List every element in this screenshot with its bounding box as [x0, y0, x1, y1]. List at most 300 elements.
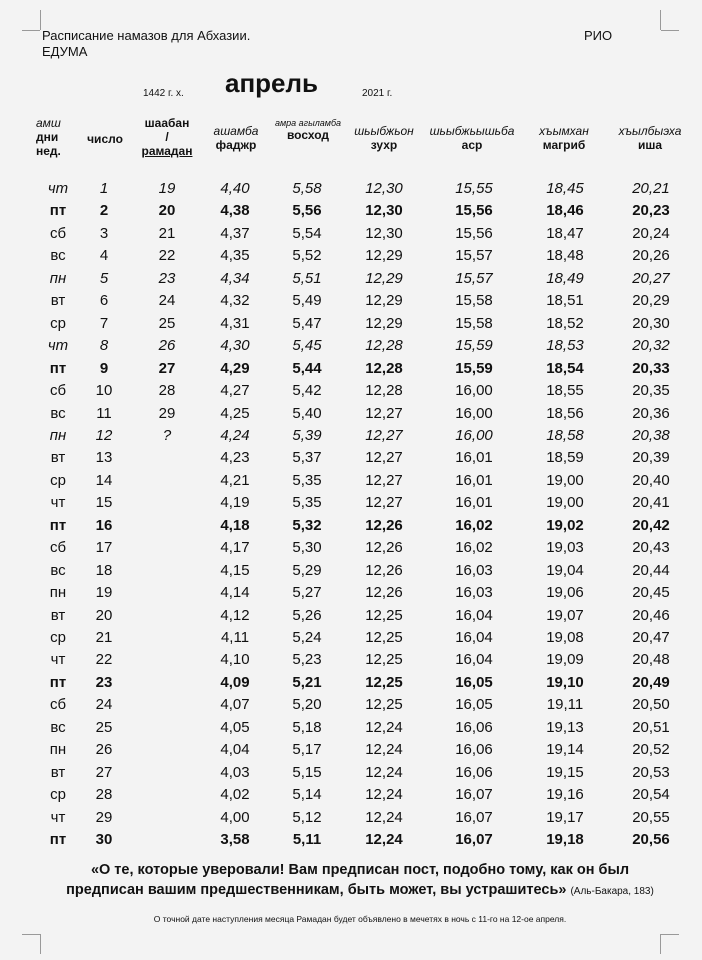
crop-mark [660, 10, 661, 30]
cell-date: 11 [96, 404, 112, 422]
table-row [0, 403, 702, 425]
month-title: апрель [225, 68, 319, 98]
cell-sunrise: 5,20 [292, 696, 322, 714]
cell-maghrib: 18,49 [546, 269, 584, 287]
cell-shaaban-day: 27 [158, 359, 176, 377]
cell-sunrise: 5,24 [292, 629, 322, 646]
cell-zuhr: 12,27 [365, 471, 403, 489]
cell-fajr: 4,00 [220, 808, 250, 826]
col-header-zuhr-native: шьыбжьон [354, 124, 414, 138]
cell-zuhr: 12,26 [365, 584, 403, 602]
cell-date: 6 [99, 292, 109, 310]
cell-sunrise: 5,45 [292, 337, 322, 355]
cell-sunrise: 5,35 [292, 471, 322, 489]
cell-isha: 20,48 [632, 651, 670, 669]
cell-fajr: 4,32 [220, 292, 250, 310]
cell-zuhr: 12,28 [365, 337, 403, 355]
cell-asr: 16,01 [455, 471, 493, 489]
cell-shaaban-day: 20 [158, 202, 176, 220]
cell-zuhr: 12,25 [365, 673, 403, 691]
gregorian-year: 2021 г. [362, 88, 393, 99]
col-header-asr [424, 124, 520, 152]
cell-isha: 20,55 [632, 808, 670, 826]
cell-date: 9 [99, 359, 109, 377]
cell-isha: 20,32 [632, 337, 670, 355]
cell-fajr: 4,21 [220, 471, 250, 489]
table-row [0, 470, 702, 492]
col-header-shaaban [134, 116, 200, 158]
cell-zuhr: 12,25 [365, 606, 403, 624]
cell-zuhr: 12,27 [365, 426, 403, 444]
cell-zuhr: 12,29 [365, 292, 403, 310]
cell-asr: 16,00 [455, 404, 493, 422]
cell-weekday: пн [49, 584, 67, 602]
table-row [0, 605, 702, 627]
col-header-isha [606, 124, 694, 152]
cell-date: 23 [95, 673, 113, 691]
cell-weekday: пт [49, 673, 67, 691]
table-row [0, 245, 702, 267]
cell-maghrib: 19,11 [546, 696, 584, 714]
cell-zuhr: 12,29 [365, 247, 403, 265]
cell-sunrise: 5,18 [292, 718, 322, 736]
col-header-shaaban-label: шаабан [144, 116, 190, 130]
cell-zuhr: 12,26 [365, 539, 403, 557]
cell-shaaban-day: 19 [158, 180, 176, 197]
cell-sunrise: 5,29 [292, 561, 322, 579]
cell-sunrise: 5,17 [292, 741, 322, 759]
cell-shaaban-day: 25 [158, 314, 176, 332]
cell-fajr: 4,23 [220, 449, 250, 467]
cell-weekday: пн [49, 426, 67, 444]
cell-weekday: пт [49, 202, 67, 220]
cell-zuhr: 12,24 [365, 831, 403, 849]
cell-sunrise: 5,14 [292, 786, 322, 804]
cell-date: 1 [99, 180, 109, 197]
table-row [0, 223, 702, 245]
cell-sunrise: 5,30 [292, 539, 322, 557]
cell-shaaban-day: 26 [158, 337, 176, 355]
cell-weekday: ср [50, 629, 66, 646]
cell-fajr: 4,10 [220, 651, 250, 669]
cell-zuhr: 12,25 [365, 696, 403, 714]
cell-zuhr: 12,26 [365, 561, 403, 579]
cell-date: 10 [95, 382, 113, 400]
table-row [0, 492, 702, 514]
cell-weekday: чт [50, 808, 66, 826]
cell-sunrise: 5,49 [292, 292, 322, 310]
cell-date: 15 [95, 494, 113, 512]
cell-zuhr: 12,24 [365, 718, 403, 736]
cell-maghrib: 19,02 [546, 516, 584, 534]
cell-fajr: 4,31 [220, 314, 250, 332]
cell-zuhr: 12,28 [365, 359, 403, 377]
cell-weekday: вт [50, 292, 66, 310]
cell-maghrib: 19,17 [546, 808, 584, 826]
crop-mark [22, 934, 40, 935]
cell-zuhr: 12,30 [365, 202, 403, 220]
col-header-weekday [36, 116, 80, 158]
cell-weekday: пт [49, 516, 67, 534]
cell-maghrib: 19,07 [546, 606, 584, 624]
cell-isha: 20,43 [632, 539, 670, 557]
cell-sunrise: 5,11 [292, 831, 322, 849]
cell-asr: 16,04 [455, 629, 493, 646]
cell-zuhr: 12,25 [365, 629, 403, 646]
table-row [0, 447, 702, 469]
cell-fajr: 4,19 [220, 494, 250, 512]
cell-sunrise: 5,42 [292, 382, 322, 400]
cell-fajr: 4,40 [220, 180, 250, 197]
table-row [0, 829, 702, 851]
cell-zuhr: 12,24 [365, 741, 403, 759]
cell-sunrise: 5,52 [292, 247, 322, 265]
cell-sunrise: 5,21 [292, 673, 322, 691]
cell-date: 8 [99, 337, 109, 355]
cell-isha: 20,46 [632, 606, 670, 624]
cell-sunrise: 5,54 [292, 224, 322, 242]
cell-maghrib: 18,51 [546, 292, 584, 310]
cell-zuhr: 12,28 [365, 382, 403, 400]
cell-maghrib: 18,54 [546, 359, 584, 377]
cell-fajr: 4,12 [220, 606, 250, 624]
cell-zuhr: 12,24 [365, 786, 403, 804]
cell-date: 28 [95, 786, 113, 804]
cell-sunrise: 5,37 [292, 449, 322, 467]
col-header-isha-native: хъылбыэха [618, 124, 682, 138]
table-row [0, 313, 702, 335]
cell-zuhr: 12,27 [365, 449, 403, 467]
cell-fajr: 4,05 [220, 718, 250, 736]
col-header-sunrise [270, 118, 346, 142]
cell-asr: 15,57 [455, 269, 493, 287]
crop-mark [661, 934, 679, 935]
cell-maghrib: 19,00 [546, 471, 584, 489]
cell-fajr: 4,14 [220, 584, 250, 602]
cell-date: 17 [95, 539, 113, 557]
cell-sunrise: 5,23 [292, 651, 322, 669]
cell-isha: 20,24 [632, 224, 670, 242]
col-header-sunrise-native: амра агыламба [274, 118, 342, 128]
col-header-weekday-label: дни нед. [36, 130, 61, 158]
table-row [0, 582, 702, 604]
cell-maghrib: 18,58 [546, 426, 584, 444]
cell-fajr: 4,17 [220, 539, 250, 557]
cell-date: 7 [99, 314, 109, 332]
cell-date: 20 [95, 606, 113, 624]
cell-fajr: 4,35 [220, 247, 250, 265]
cell-isha: 20,27 [632, 269, 670, 287]
table-row [0, 784, 702, 806]
cell-isha: 20,52 [632, 741, 670, 759]
table-row [0, 200, 702, 222]
rio-label: РИО [584, 28, 613, 43]
cell-asr: 16,00 [455, 426, 493, 444]
col-header-maghrib-label: магриб [542, 138, 586, 152]
cell-weekday: пн [49, 741, 67, 759]
cell-weekday: чт [47, 180, 69, 197]
cell-isha: 20,44 [632, 561, 670, 579]
cell-asr: 16,05 [455, 673, 493, 691]
table-row [0, 290, 702, 312]
cell-asr: 15,56 [455, 224, 493, 242]
cell-asr: 16,01 [455, 494, 493, 512]
cell-fajr: 4,09 [220, 673, 250, 691]
cell-zuhr: 12,27 [365, 494, 403, 512]
cell-asr: 15,57 [455, 247, 493, 265]
cell-maghrib: 18,52 [546, 314, 584, 332]
col-header-asr-native: шьыбжьышьба [429, 124, 515, 138]
cell-maghrib: 19,18 [546, 831, 584, 849]
cell-isha: 20,51 [632, 718, 670, 736]
cell-maghrib: 18,53 [546, 337, 584, 355]
cell-date: 14 [95, 471, 113, 489]
cell-fajr: 4,15 [220, 561, 250, 579]
cell-date: 4 [99, 247, 109, 265]
cell-asr: 16,07 [455, 808, 493, 826]
cell-isha: 20,21 [632, 180, 670, 197]
cell-asr: 16,04 [455, 651, 493, 669]
col-header-zuhr-label: зухр [370, 138, 398, 152]
table-row [0, 560, 702, 582]
col-header-fajr [204, 124, 268, 152]
cell-fajr: 4,25 [220, 404, 250, 422]
cell-fajr: 4,07 [220, 696, 250, 714]
cell-isha: 20,38 [632, 426, 670, 444]
table-row [0, 739, 702, 761]
cell-shaaban-day: 29 [158, 404, 176, 422]
cell-sunrise: 5,27 [292, 584, 322, 602]
table-row [0, 268, 702, 290]
cell-asr: 16,06 [455, 718, 493, 736]
footnote: О точной дате наступления месяца Рамадан будет объявлено в мечетях в ночь с 11-го на 12-ое апреля. [153, 914, 567, 924]
cell-sunrise: 5,47 [292, 314, 322, 332]
cell-asr: 16,02 [455, 539, 493, 557]
cell-zuhr: 12,25 [365, 651, 403, 669]
cell-date: 24 [95, 696, 113, 714]
cell-sunrise: 5,15 [292, 763, 322, 781]
cell-date: 18 [95, 561, 113, 579]
cell-isha: 20,47 [632, 629, 670, 646]
cell-fajr: 4,29 [220, 359, 250, 377]
cell-date: 13 [95, 449, 113, 467]
table-row [0, 425, 702, 447]
cell-weekday: сб [49, 539, 67, 557]
cell-asr: 16,06 [455, 741, 493, 759]
cell-maghrib: 19,10 [546, 673, 584, 691]
cell-weekday: вс [50, 561, 66, 579]
cell-maghrib: 19,03 [546, 539, 584, 557]
cell-maghrib: 19,14 [546, 741, 584, 759]
cell-asr: 15,56 [455, 202, 493, 220]
cell-fajr: 4,04 [220, 741, 250, 759]
cell-isha: 20,56 [632, 831, 670, 849]
cell-asr: 15,58 [455, 314, 493, 332]
cell-asr: 15,55 [455, 180, 493, 197]
cell-maghrib: 19,08 [546, 629, 584, 646]
cell-weekday: пт [49, 831, 67, 849]
cell-weekday: вс [50, 247, 66, 265]
organization-name: ЕДУМА [42, 44, 88, 59]
cell-sunrise: 5,35 [292, 494, 322, 512]
cell-maghrib: 19,04 [546, 561, 584, 579]
cell-zuhr: 12,24 [365, 808, 403, 826]
table-row [0, 178, 702, 200]
cell-sunrise: 5,51 [292, 269, 322, 287]
col-header-weekday-native: амш [36, 116, 61, 130]
cell-isha: 20,41 [632, 494, 670, 512]
cell-isha: 20,30 [632, 314, 670, 332]
cell-asr: 16,03 [455, 584, 493, 602]
cell-fajr: 4,11 [220, 629, 250, 646]
cell-asr: 16,00 [455, 382, 493, 400]
table-row [0, 649, 702, 671]
cell-date: 16 [95, 516, 113, 534]
cell-asr: 16,03 [455, 561, 493, 579]
cell-asr: 16,06 [455, 763, 493, 781]
cell-isha: 20,45 [632, 584, 670, 602]
cell-isha: 20,23 [632, 202, 670, 220]
crop-mark [40, 934, 41, 954]
cell-maghrib: 18,59 [546, 449, 584, 467]
cell-zuhr: 12,24 [365, 763, 403, 781]
cell-fajr: 4,18 [220, 516, 250, 534]
cell-sunrise: 5,58 [292, 180, 322, 197]
cell-isha: 20,53 [632, 763, 670, 781]
table-row [0, 717, 702, 739]
cell-fajr: 4,02 [220, 786, 250, 804]
cell-weekday: ср [50, 314, 66, 332]
document-title: Расписание намазов для Абхазии. [42, 28, 251, 43]
cell-maghrib: 18,46 [546, 202, 584, 220]
hijri-year: 1442 г. х. [143, 88, 184, 99]
cell-sunrise: 5,39 [292, 426, 322, 444]
cell-weekday: чт [50, 494, 66, 512]
cell-weekday: вс [50, 404, 66, 422]
cell-date: 29 [95, 808, 113, 826]
cell-fajr: 4,24 [220, 426, 250, 444]
cell-weekday: вт [50, 606, 66, 624]
cell-shaaban-day: ? [162, 426, 172, 444]
table-row [0, 380, 702, 402]
cell-date: 30 [95, 831, 113, 849]
cell-date: 5 [99, 269, 109, 287]
cell-weekday: сб [49, 382, 67, 400]
quote-line-2: предписан вашим предшественникам, быть может, вы устрашитесь» [66, 882, 567, 898]
cell-weekday: сб [49, 696, 67, 714]
cell-isha: 20,54 [632, 786, 670, 804]
cell-weekday: вт [50, 449, 66, 467]
cell-weekday: ср [50, 471, 66, 489]
cell-maghrib: 19,09 [546, 651, 584, 669]
col-header-shaaban-slash: / [165, 130, 169, 144]
quote-source: (Аль-Бакара, 183) [570, 886, 654, 897]
cell-fajr: 4,30 [220, 337, 250, 355]
cell-weekday: сб [49, 224, 67, 242]
cell-zuhr: 12,27 [365, 404, 403, 422]
cell-shaaban-day: 22 [158, 247, 176, 265]
cell-weekday: вс [50, 718, 66, 736]
cell-date: 21 [95, 629, 113, 646]
cell-asr: 15,59 [455, 337, 493, 355]
cell-isha: 20,35 [632, 382, 670, 400]
cell-maghrib: 19,16 [546, 786, 584, 804]
col-header-fajr-native: ашамба [213, 124, 259, 138]
cell-isha: 20,49 [632, 673, 670, 691]
cell-fajr: 4,37 [220, 224, 250, 242]
cell-shaaban-day: 24 [158, 292, 176, 310]
table-row [0, 627, 702, 649]
document-header [42, 28, 250, 60]
cell-isha: 20,42 [632, 516, 670, 534]
table-row [0, 694, 702, 716]
cell-sunrise: 5,56 [292, 202, 322, 220]
cell-zuhr: 12,30 [365, 224, 403, 242]
col-header-maghrib [524, 124, 604, 152]
col-header-date-label: число [87, 132, 123, 146]
cell-sunrise: 5,32 [292, 516, 322, 534]
crop-mark [40, 10, 41, 30]
cell-isha: 20,40 [632, 471, 670, 489]
cell-isha: 20,50 [632, 696, 670, 714]
cell-isha: 20,39 [632, 449, 670, 467]
crop-mark [22, 30, 40, 31]
cell-weekday: пт [49, 359, 67, 377]
cell-date: 27 [95, 763, 113, 781]
cell-maghrib: 19,13 [546, 718, 584, 736]
col-header-maghrib-native: хъымхан [539, 124, 589, 138]
cell-maghrib: 18,45 [546, 180, 584, 197]
table-row [0, 762, 702, 784]
col-header-sunrise-label: восход [286, 128, 330, 142]
cell-maghrib: 18,56 [546, 404, 584, 422]
cell-asr: 16,05 [455, 696, 493, 714]
cell-fajr: 4,34 [220, 269, 250, 287]
cell-shaaban-day: 23 [158, 269, 176, 287]
cell-maghrib: 18,48 [546, 247, 584, 265]
quran-quote [40, 860, 680, 902]
cell-asr: 15,59 [455, 359, 493, 377]
cell-date: 22 [95, 651, 113, 669]
table-row [0, 672, 702, 694]
cell-asr: 16,01 [455, 449, 493, 467]
table-row [0, 807, 702, 829]
cell-fajr: 4,38 [220, 202, 250, 220]
col-header-date [82, 132, 128, 146]
col-header-zuhr [344, 124, 424, 152]
cell-date: 3 [99, 224, 109, 242]
table-row [0, 537, 702, 559]
cell-asr: 16,07 [455, 831, 493, 849]
table-row [0, 515, 702, 537]
cell-sunrise: 5,26 [292, 606, 322, 624]
cell-sunrise: 5,40 [292, 404, 322, 422]
cell-zuhr: 12,29 [365, 269, 403, 287]
crop-mark [660, 934, 661, 954]
cell-maghrib: 18,55 [546, 382, 584, 400]
table-row [0, 335, 702, 357]
cell-weekday: чт [50, 651, 66, 669]
cell-isha: 20,33 [632, 359, 670, 377]
cell-shaaban-day: 21 [158, 224, 176, 242]
cell-isha: 20,26 [632, 247, 670, 265]
cell-isha: 20,36 [632, 404, 670, 422]
cell-zuhr: 12,26 [365, 516, 403, 534]
col-header-asr-label: аср [461, 138, 483, 152]
cell-asr: 16,02 [455, 516, 493, 534]
cell-fajr: 3,58 [220, 831, 250, 849]
table-row [0, 358, 702, 380]
